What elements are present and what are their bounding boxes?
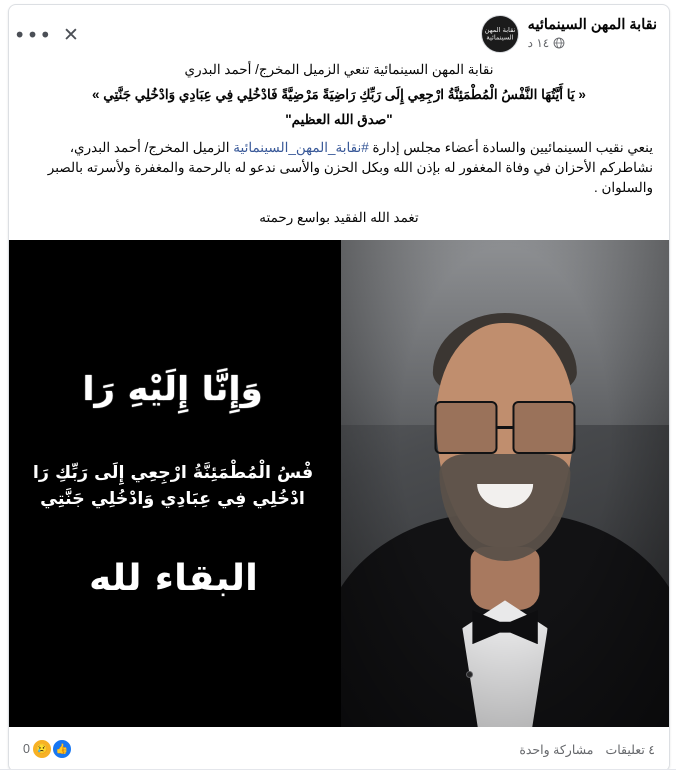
avatar[interactable] [481, 15, 519, 53]
avatar-logo-text: نقابة المهن السينمائية [484, 26, 515, 42]
post-timestamp[interactable]: ١٤ د [527, 36, 550, 50]
post-paragraph [25, 138, 653, 198]
comments-shares-counts [519, 742, 655, 757]
more-glyph: ••• [13, 23, 53, 47]
post-author-block [481, 15, 657, 53]
close-glyph: ✕ [63, 23, 79, 46]
globe-icon [553, 37, 565, 49]
condolence-verse-image[interactable] [9, 240, 337, 727]
window-bottom-bar [0, 769, 676, 777]
reaction-pills [37, 739, 72, 759]
post-line-2: « يَا أَيَّتُهَا النَّفْسُ الْمُطْمَئِنَّةُ ارْجِعِي إِلَى رَبِّكِ رَاضِيَةً مَرْضِيَّةً فَادْخُلِي فِي عِبَادِي وَادْخُلِي جَنَّتِي » [92, 87, 586, 102]
paragraph-suffix: الزميل المخرج/ أحمد البدري، نشاطركم الأحزان في وفاة المغفور له بإذن الله وبكل الحزن والأسى ندعو له بالرحمة والمغفرة ولأسرته بالصبر والسلوان . [47, 140, 653, 195]
comments-count[interactable]: ٤ تعليقات [605, 742, 655, 757]
post-closing-line: تغمد الله الفقيد بواسع رحمته [259, 210, 419, 225]
author-meta [528, 15, 657, 50]
page-name-link[interactable]: نقابة المهن السينمائيه [527, 17, 657, 33]
verse-text-overlay [9, 240, 337, 727]
media-cell-portrait[interactable] [341, 240, 669, 727]
reactions-summary[interactable] [23, 739, 72, 759]
sad-reaction-icon: 😢 [32, 739, 52, 759]
like-reaction-icon: 👍 [52, 739, 72, 759]
post-text [9, 53, 669, 240]
post-line-1: نقابة المهن السينمائية تنعي الزميل المخرج/ أحمد البدري [184, 62, 494, 77]
verse-line-2: فْسُ الْمُطْمَئِنَّةُ ارْجِعِي إِلَى رَبِّكِ رَا [32, 462, 314, 483]
deceased-portrait-image[interactable] [341, 240, 669, 727]
reactions-count: 0 [23, 742, 30, 756]
media-cell-verse[interactable] [9, 240, 337, 727]
more-options-icon[interactable] [13, 19, 53, 51]
post-media-grid [9, 240, 669, 727]
close-icon[interactable] [55, 19, 87, 51]
post-header [9, 5, 669, 53]
post-line-3: "صدق الله العظيم" [285, 112, 393, 127]
verse-line-3: ادْخُلِي فِي عِبَادِي وَادْخُلِي جَنَّتِي [40, 488, 306, 509]
post-card [8, 4, 670, 772]
hashtag-link[interactable]: #نقابة_المهن_السينمائية [233, 140, 369, 155]
paragraph-prefix: ينعي نقيب السينمائيين والسادة أعضاء مجلس إدارة [368, 140, 653, 155]
post-meta-row [528, 36, 657, 50]
portrait-vignette [341, 240, 669, 727]
verse-line-4: البقاء لله [88, 557, 258, 599]
verse-line-1: وَإِنَّا إِلَيْهِ رَا [82, 368, 264, 408]
header-actions [13, 19, 87, 51]
shares-count[interactable]: مشاركة واحدة [519, 742, 594, 757]
post-engagement-bar [9, 727, 669, 770]
